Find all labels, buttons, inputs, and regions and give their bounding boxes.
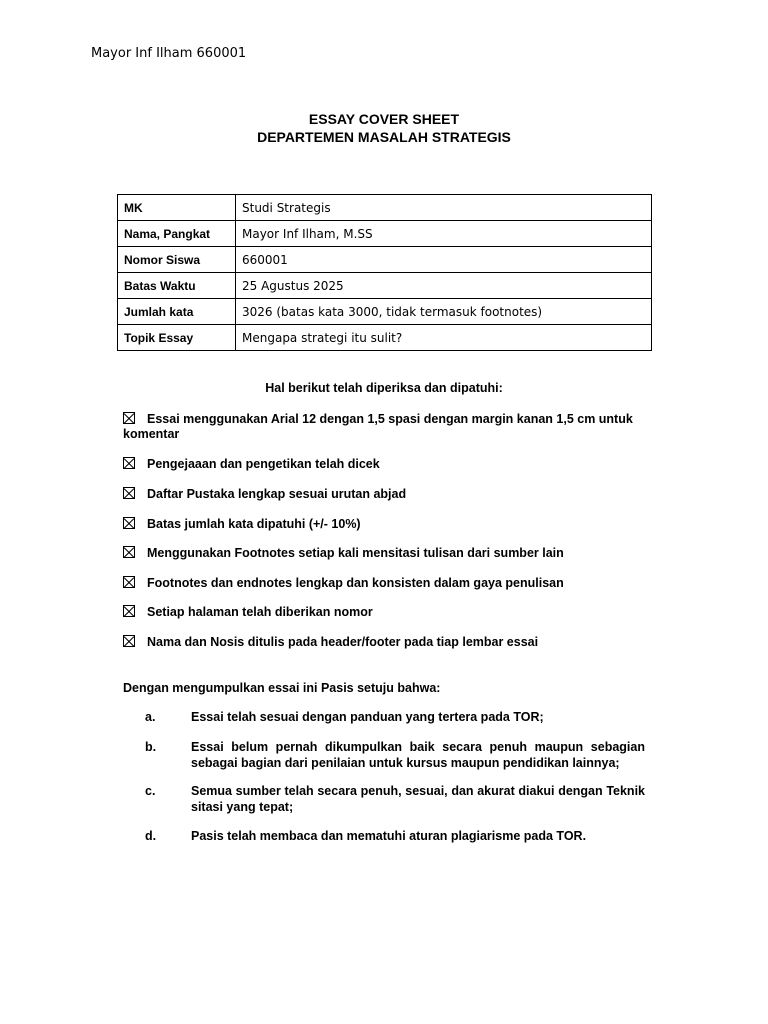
checked-box-icon [123,487,135,499]
agreement-item [145,739,645,771]
info-value: Studi Strategis [236,195,652,221]
info-label: Nama, Pangkat [118,221,236,247]
checklist-heading: Hal berikut telah diperiksa dan dipatuhi: [265,381,503,395]
info-label: MK [118,195,236,221]
document-subtitle: DEPARTEMEN MASALAH STRATEGIS [257,129,511,145]
table-row [118,195,652,221]
checked-box-icon [123,457,135,469]
info-value: Mayor Inf Ilham, M.SS [236,221,652,247]
checked-box-icon [123,605,135,617]
info-table [117,194,652,351]
header-note: Mayor Inf Ilham 660001 [91,46,247,61]
checklist-item [123,412,648,442]
info-label: Batas Waktu [118,273,236,299]
checklist-item [123,635,648,650]
checked-box-icon [123,546,135,558]
checklist-item [123,457,648,472]
checklist-item [123,517,648,532]
table-row [118,325,652,351]
checklist-item [123,487,648,502]
checked-box-icon [123,635,135,647]
agreement-text: Essai belum pernah dikumpulkan baik secara penuh maupun sebagian sebagai bagian dari penilaian untuk kursus maupun pendidikan lainnya; [191,740,645,770]
document-title: ESSAY COVER SHEET [308,111,460,127]
info-value: 3026 (batas kata 3000, tidak termasuk footnotes) [236,299,652,325]
checklist-item-text: Menggunakan Footnotes setiap kali mensitasi tulisan dari sumber lain [147,546,564,560]
agreement-item [145,783,645,815]
agreement-marker: b. [145,740,157,754]
table-row [118,299,652,325]
agreement-item [145,828,645,844]
table-row [118,247,652,273]
info-label: Topik Essay [118,325,236,351]
agreement-text: Semua sumber telah secara penuh, sesuai, dan akurat diakui dengan Teknik sitasi yang tepat; [191,784,645,814]
checklist-item [123,546,648,561]
info-value: 25 Agustus 2025 [236,273,652,299]
agreement-marker: d. [145,829,157,843]
agreement-marker: c. [145,784,156,798]
agreement-item [145,709,645,725]
agreement-text: Essai telah sesuai dengan panduan yang tertera pada TOR; [191,710,544,724]
checklist-item-text: Daftar Pustaka lengkap sesuai urutan abjad [147,487,407,501]
table-row [118,221,652,247]
agreement-text: Pasis telah membaca dan mematuhi aturan plagiarisme pada TOR. [191,829,587,843]
checklist-item-text: Setiap halaman telah diberikan nomor [147,605,373,619]
checklist-item [123,605,648,620]
info-label: Jumlah kata [118,299,236,325]
checklist-item [123,576,648,591]
table-row [118,273,652,299]
checklist-item-text: Essai menggunakan Arial 12 dengan 1,5 spasi dengan margin kanan 1,5 cm untuk komentar [123,412,633,441]
info-label: Nomor Siswa [118,247,236,273]
agreement-intro: Dengan mengumpulkan essai ini Pasis setuju bahwa: [123,681,441,695]
checked-box-icon [123,412,135,424]
checklist-item-text: Footnotes dan endnotes lengkap dan konsisten dalam gaya penulisan [147,576,564,590]
info-value: 660001 [236,247,652,273]
checklist-item-text: Batas jumlah kata dipatuhi (+/- 10%) [147,517,361,531]
checked-box-icon [123,576,135,588]
info-value: Mengapa strategi itu sulit? [236,325,652,351]
checklist-item-text: Pengejaaan dan pengetikan telah dicek [147,457,380,471]
agreement-marker: a. [145,710,156,724]
checked-box-icon [123,517,135,529]
checklist-item-text: Nama dan Nosis ditulis pada header/footer pada tiap lembar essai [147,635,539,649]
